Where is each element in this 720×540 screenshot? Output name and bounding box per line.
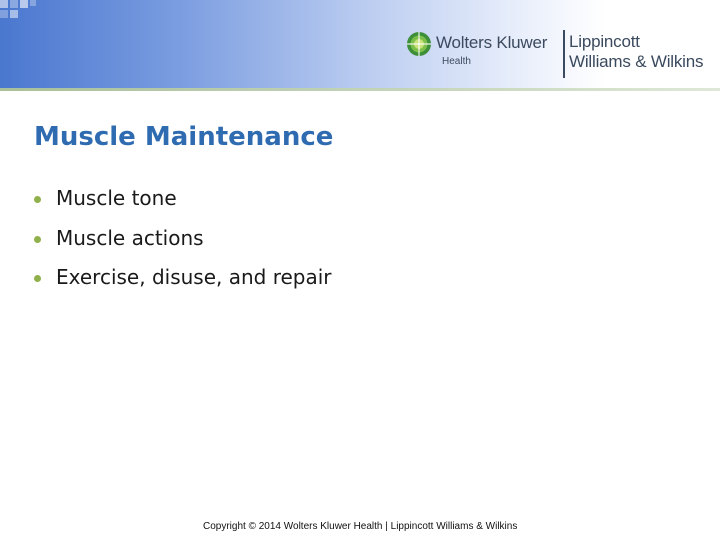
bullet-text: Muscle tone [56, 186, 177, 210]
imprint-name [569, 32, 703, 72]
bullet-dot-icon [34, 275, 41, 282]
bullet-text: Exercise, disuse, and repair [56, 265, 332, 289]
logo-divider [563, 30, 565, 78]
bullet-list [32, 186, 332, 305]
brand-sub: Health [442, 56, 471, 67]
bullet-dot-icon [34, 236, 41, 243]
publisher-logo [406, 28, 718, 80]
bullet-dot-icon [34, 196, 41, 203]
header-rule [0, 88, 720, 91]
bullet-item [32, 186, 332, 226]
bullet-text: Muscle actions [56, 225, 204, 250]
bullet-item [32, 226, 332, 266]
header-band [0, 0, 720, 88]
imprint-line-2: Williams & Wilkins [569, 52, 704, 71]
imprint-line-1: Lippincott [569, 32, 640, 51]
slide-title: Muscle Maintenance [34, 122, 334, 152]
bullet-item [32, 265, 332, 305]
corner-squares-decoration [0, 0, 40, 20]
copyright-footer: Copyright © 2014 Wolters Kluwer Health | Lippincott Williams & Wilkins [203, 521, 518, 532]
wolters-kluwer-globe-icon [406, 31, 432, 57]
brand-name: Wolters Kluwer [436, 33, 548, 52]
